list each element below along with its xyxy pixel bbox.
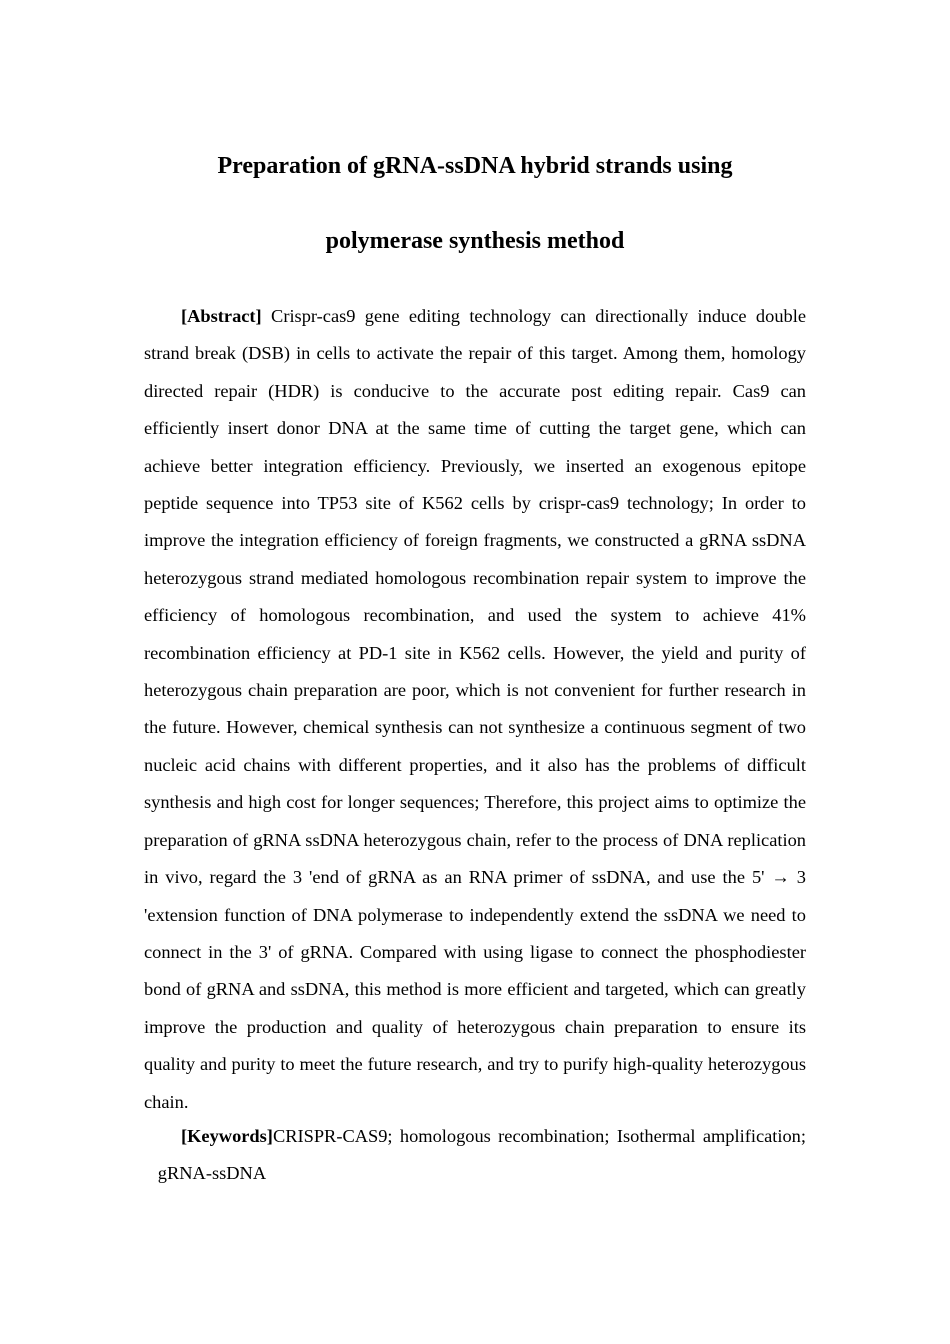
paper-title-line-2: polymerase synthesis method xyxy=(325,228,625,254)
keyword-item: Isothermal amplification; xyxy=(616,1126,806,1146)
keywords-paragraph xyxy=(144,1118,806,1193)
abstract-paragraph xyxy=(144,298,806,1121)
keyword-item: homologous recombination; xyxy=(399,1126,610,1146)
abstract-label: [Abstract] xyxy=(181,306,262,326)
keyword-item: gRNA-ssDNA xyxy=(157,1163,267,1184)
keyword-item: CRISPR-CAS9; xyxy=(272,1126,393,1146)
paper-title-line-1: Preparation of gRNA-ssDNA hybrid strands using xyxy=(217,153,733,179)
abstract-text: Crispr-cas9 gene editing technology can directionally induce double strand break (DSB) in cells to activate the repair of this target. Among them, homology directed repair (HDR) is conducive to the accurate post editing repair. Cas9 can efficiently insert donor DNA at the same time of cutting the target gene, which can achieve better integration efficiency. Previously, we inserted an exogenous epitope peptide sequence into TP53 site of K562 cells by crispr-cas9 technology; In order to improve the integration efficiency of foreign fragments, we constructed a gRNA ssDNA heterozygous strand mediated homologous recombination repair system to improve the efficiency of homologous recombination, and used the system to achieve 41% recombination efficiency at PD-1 site in K562 cells. However, the yield and purity of heterozygous chain preparation are poor, which is not convenient for further research in the future. However, chemical synthesis can not synthesize a continuous segment of two nucleic acid chains with different properties, and it also has the problems of difficult synthesis and high cost for longer sequences; Therefore, this project aims to optimize the preparation of gRNA ssDNA heterozygous chain, refer to the process of DNA replication in vivo, regard the 3 'end of gRNA as an RNA primer of ssDNA, and use the 5' → 3 'extension function of DNA polymerase to independently extend the ssDNA we need to connect in the 3' of gRNA. Compared with using ligase to connect the phosphodiester bond of gRNA and ssDNA, this method is more efficient and targeted, which can greatly improve the production and quality of heterozygous chain preparation to ensure its quality and purity to meet the future research, and try to purify high-quality heterozygous chain. xyxy=(144,306,806,1112)
keywords-label: [Keywords] xyxy=(181,1126,273,1146)
